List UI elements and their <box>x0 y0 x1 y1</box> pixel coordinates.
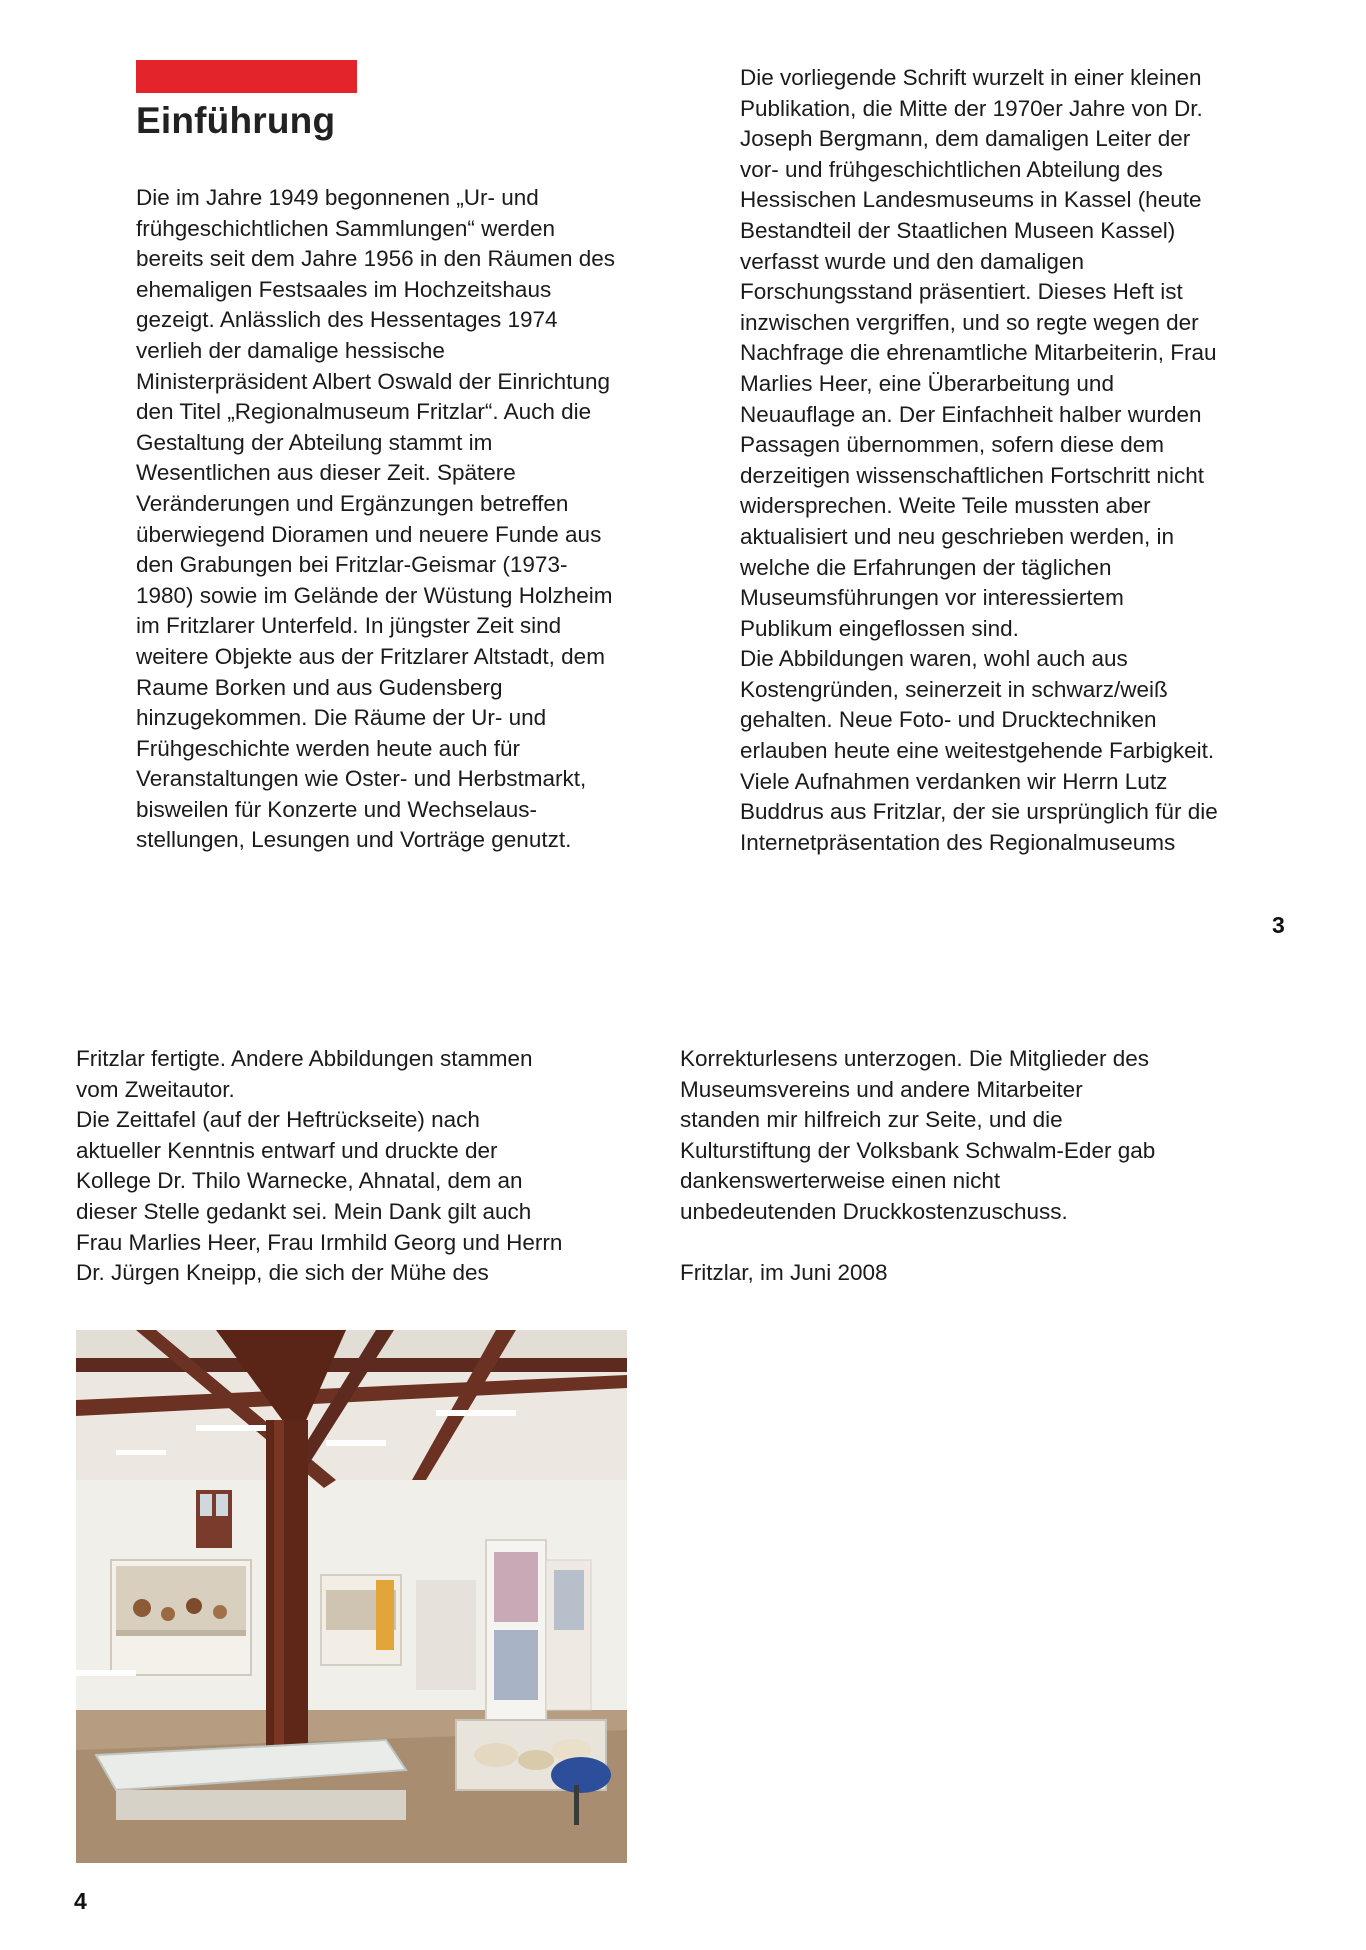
page-title: Einführung <box>136 100 336 141</box>
page-number-3: 3 <box>1272 912 1285 938</box>
intro-column-left: Die im Jahre 1949 begonnenen „Ur- und frühgeschichtlichen Sammlungen“ werden bereits seit dem Jahre 1956 in den Räumen des ehemaligen Festsaales im Hochzeitshaus gezeigt. Anlässlich des Hessentages 1974 verlieh der damalige hessische Ministerpräsident Albert Oswald der Einrichtung den Titel „Regionalmuseum Fritzlar“. Auch die Gestaltung der Abteilung stammt im Wesentlichen aus dieser Zeit. Spätere Veränderungen und Ergänzungen betreffen überwiegend Dioramen und neuere Funde aus den Grabungen bei Fritzlar-Geismar (1973- 1980) sowie im Gelände der Wüstung Holzheim im Fritzlarer Unterfeld. In jüngster Zeit sind weitere Objekte aus der Fritzlarer Altstadt, dem Raume Borken und aus Gudensberg hinzugekommen. Die Räume der Ur- und Frühgeschichte werden heute auch für Veranstaltungen wie Oster- und Herbstmarkt, bisweilen für Konzerte und Wechselaus- stellungen, Lesungen und Vorträge genutzt. <box>136 185 616 853</box>
page-number-4: 4 <box>74 1888 87 1914</box>
acknowledgement-column-left: Fritzlar fertigte. Andere Abbildungen stammen vom Zweitautor. Die Zeittafel (auf der Heftrückseite) nach aktueller Kenntnis entwarf und druckte der Kollege Dr. Thilo Warnecke, Ahnatal, dem an dieser Stelle gedankt sei. Mein Dank gilt auch Frau Marlies Heer, Frau Irmhild Georg und Herrn Dr. Jürgen Kneipp, die sich der Mühe des <box>76 1046 563 1286</box>
accent-bar <box>136 60 357 93</box>
acknowledgement-column-right: Korrekturlesens unterzogen. Die Mitglieder des Museumsvereins und andere Mitarbeiter standen mir hilfreich zur Seite, und die Kulturstiftung der Volksbank Schwalm-Eder gab dankenswerterweise einen nicht unbedeutenden Druckkostenzuschuss. Fritzlar, im Juni 2008 <box>680 1046 1156 1286</box>
museum-interior-photo <box>76 1330 627 1863</box>
intro-column-right: Die vorliegende Schrift wurzelt in einer kleinen Publikation, die Mitte der 1970er Jahre von Dr. Joseph Bergmann, dem damaligen Leiter der vor- und frühgeschichtlichen Abteilung des Hessischen Landesmuseums in Kassel (heute Bestandteil der Staatlichen Museen Kassel) verfasst wurde und den damaligen Forschungsstand präsentiert. Dieses Heft ist inzwischen vergriffen, und so regte wegen der Nachfrage die ehrenamtliche Mitarbeiterin, Frau Marlies Heer, eine Überarbeitung und Neuauflage an. Der Einfachheit halber wurden Passagen übernommen, sofern diese dem derzeitigen wissenschaftlichen Fortschritt nicht widersprechen. Weite Teile mussten aber aktualisiert und neu geschrieben werden, in welche die Erfahrungen der täglichen Museumsführungen vor interessiertem Publikum eingeflossen sind. Die Abbildungen waren, wohl auch aus Kostengründen, seinerzeit in schwarz/weiß gehalten. Neue Foto- und Drucktechniken erlauben heute eine weitestgehende Farbigkeit. Viele Aufnahmen verdanken wir Herrn Lutz Buddrus aus Fritzlar, der sie ursprünglich für die Internetpräsentation des Regionalmuseums <box>740 65 1218 855</box>
